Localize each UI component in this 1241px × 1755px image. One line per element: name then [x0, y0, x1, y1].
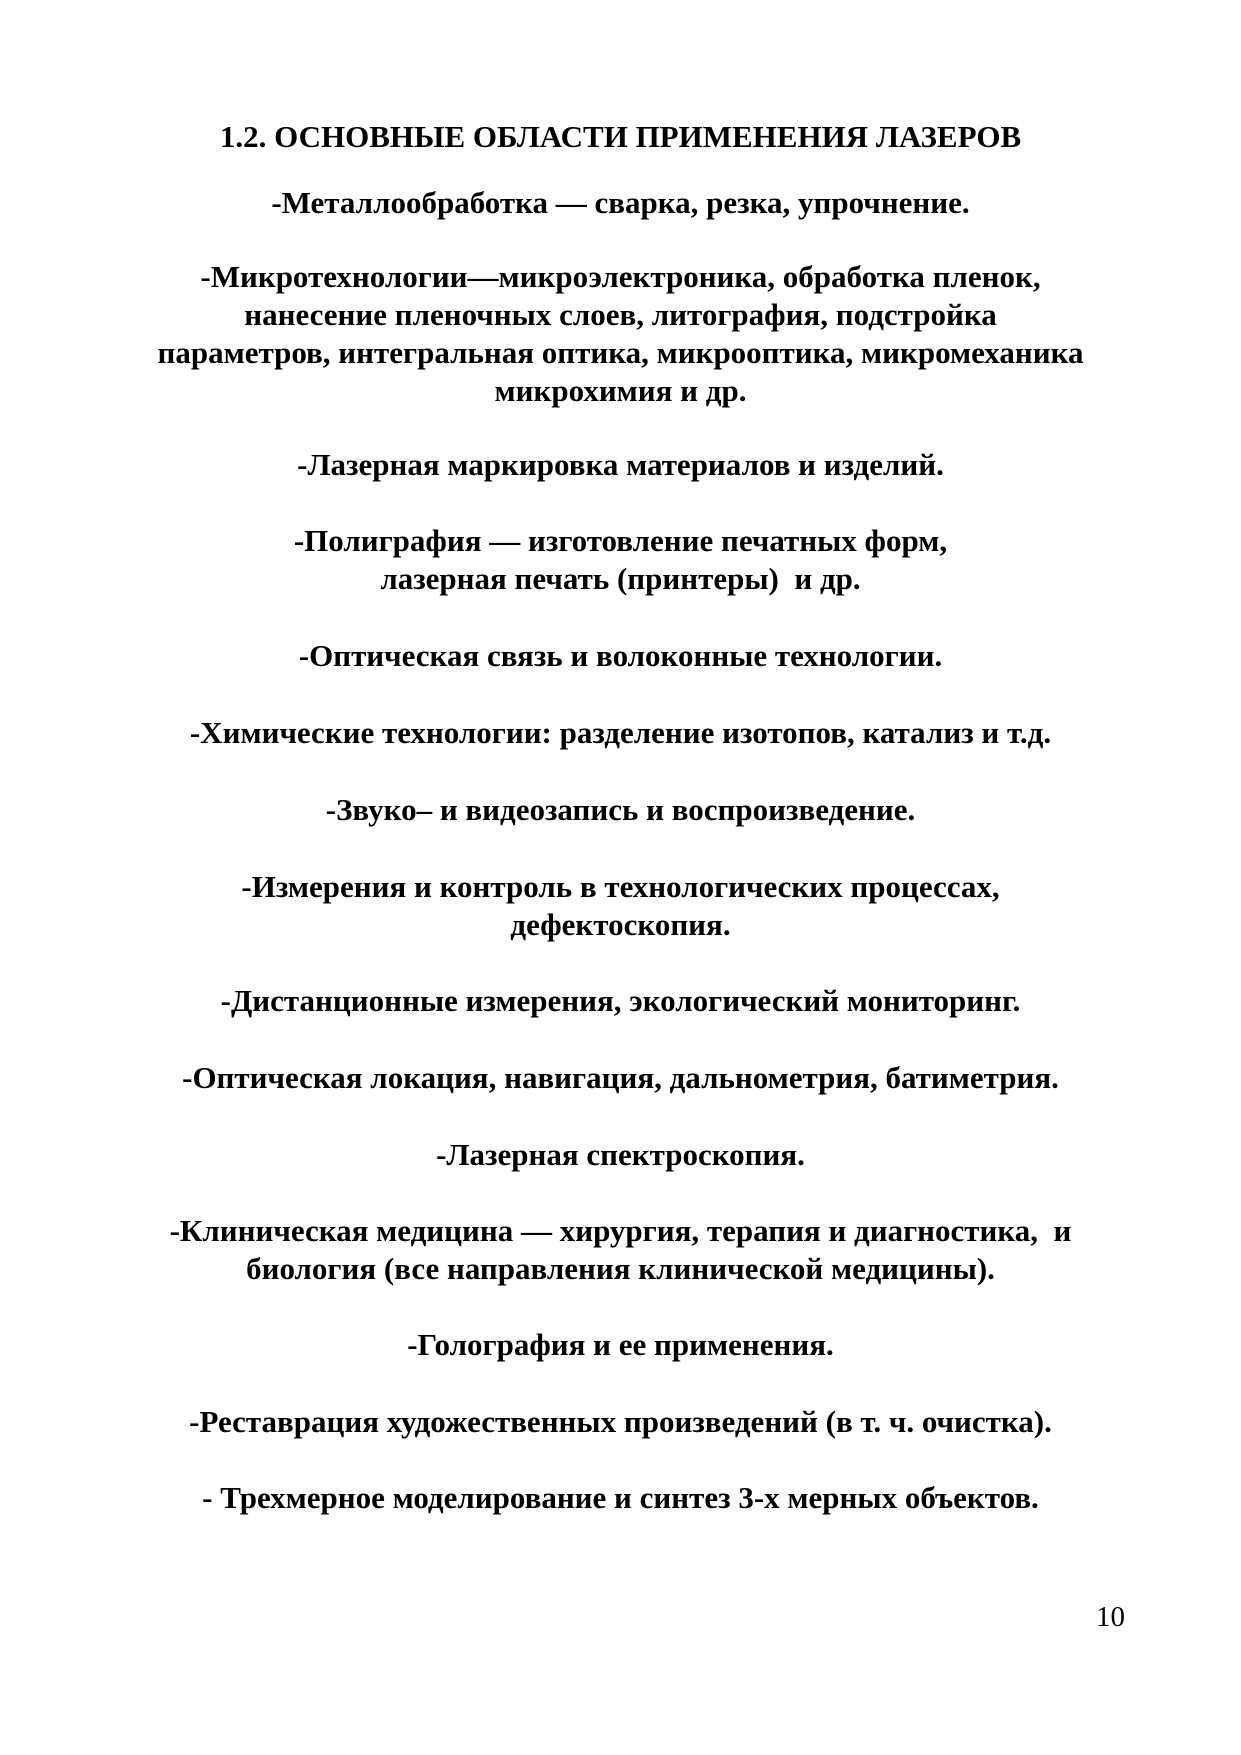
- item-line: -Дистанционные измерения, экологический мониторинг.: [220, 983, 1021, 1018]
- list-item-3d-modeling: [0, 1479, 1241, 1517]
- item-line: -Реставрация художественных произведений (в т. ч. очистка).: [189, 1404, 1052, 1439]
- item-line: -Голография и ее применения.: [407, 1327, 834, 1362]
- item-line: -Микротехнологии—микроэлектроника, обработка пленок,: [200, 259, 1041, 294]
- item-line: -Звуко– и видеозапись и воспроизведение.: [325, 792, 916, 827]
- section-title: 1.2. ОСНОВНЫЕ ОБЛАСТИ ПРИМЕНЕНИЯ ЛАЗЕРОВ: [219, 119, 1022, 154]
- list-item-holography: [0, 1326, 1241, 1364]
- item-line: -Металлообработка — сварка, резка, упрочнение.: [271, 185, 970, 220]
- item-line: -Лазерная спектроскопия.: [436, 1137, 805, 1172]
- list-item-printing: [0, 522, 1241, 598]
- item-line: лазерная печать (принтеры) и др.: [380, 561, 861, 596]
- item-line: дефектоскопия.: [510, 907, 731, 942]
- list-item-optical-location: [0, 1059, 1241, 1097]
- list-item-laser-spectroscopy: [0, 1136, 1241, 1174]
- item-line: -Оптическая связь и волоконные технологии.: [298, 638, 943, 673]
- list-item-recording: [0, 791, 1241, 829]
- list-item-restoration: [0, 1403, 1241, 1441]
- list-item-remote-measurements: [0, 982, 1241, 1020]
- item-line: микрохимия и др.: [494, 373, 747, 408]
- item-line: биология (все направления клинической медицины).: [246, 1251, 995, 1286]
- item-line: -Химические технологии: разделение изотопов, катализ и т.д.: [189, 715, 1052, 750]
- list-item-microtechnologies: [0, 258, 1241, 410]
- list-item-optical-communication: [0, 637, 1241, 675]
- item-line: параметров, интегральная оптика, микрооптика, микромеханика: [157, 335, 1084, 370]
- item-line: -Измерения и контроль в технологических процессах,: [241, 869, 1000, 904]
- page-number: 10: [1096, 1601, 1125, 1633]
- item-line: - Трехмерное моделирование и синтез 3-х мерных объектов.: [202, 1480, 1039, 1515]
- item-line: -Лазерная маркировка материалов и изделий.: [297, 447, 944, 482]
- list-item-metalworking: [0, 184, 1241, 222]
- item-line: -Полиграфия — изготовление печатных форм,: [293, 523, 948, 558]
- list-item-clinical-medicine: [0, 1212, 1241, 1288]
- list-item-chemical-technologies: [0, 714, 1241, 752]
- list-item-laser-marking: [0, 446, 1241, 484]
- item-line: нанесение пленочных слоев, литография, подстройка: [244, 297, 997, 332]
- list-item-measurement-control: [0, 868, 1241, 944]
- item-line: -Клиническая медицина — хирургия, терапия и диагностика, и: [169, 1213, 1072, 1248]
- item-line: -Оптическая локация, навигация, дальнометрия, батиметрия.: [182, 1060, 1059, 1095]
